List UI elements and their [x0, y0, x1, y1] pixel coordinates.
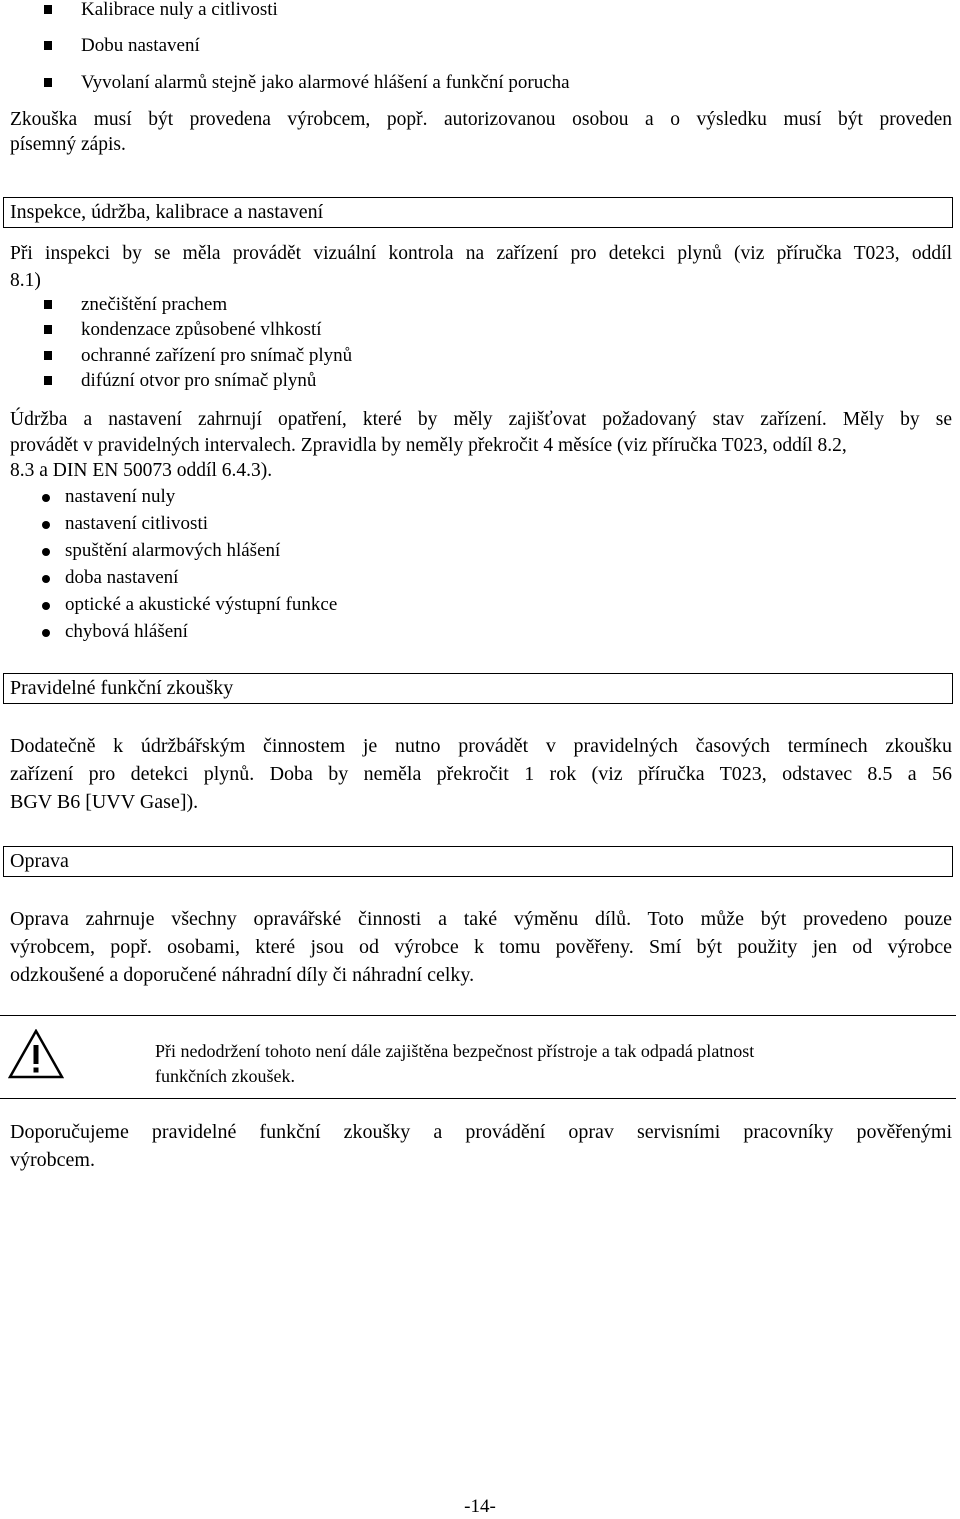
paragraph-line: písemný zápis. [10, 134, 126, 155]
square-bullet-icon [44, 376, 52, 385]
warning-text-line: funkčních zkoušek. [155, 1066, 295, 1086]
paragraph-line: výrobcem. [10, 1149, 95, 1171]
round-bullet-icon [42, 602, 50, 610]
round-bullet-icon [42, 521, 50, 529]
paragraph-line: odzkoušené a doporučené náhradní díly či náhradní celky. [10, 964, 475, 986]
round-bullet-icon [42, 575, 50, 583]
paragraph-line: Dodatečně k údržbářským činnostem je nutno provádět v pravidelných časových termínech zkoušku [10, 735, 952, 757]
square-bullet-icon [44, 351, 52, 360]
paragraph-line: Údržba a nastavení zahrnují opatření, které by měly zajišťovat požadovaný stav zařízení. Měly by se [10, 409, 952, 430]
paragraph-line: 8.1) [10, 270, 41, 291]
warning-triangle-icon [8, 1029, 64, 1079]
paragraph-line: Doporučujeme pravidelné funkční zkoušky a provádění oprav servisními pracovníky pověřenými [10, 1121, 952, 1143]
paragraph-line: BGV B6 [UVV Gase]). [10, 791, 199, 813]
round-bullet-icon [42, 494, 50, 502]
paragraph-line: Při inspekci by se měla provádět vizuální kontrola na zařízení pro detekci plynů (viz příručka T023, oddíl [10, 243, 952, 264]
square-bullet-icon [44, 5, 52, 14]
square-bullet-icon [44, 41, 52, 50]
page-number: -14- [464, 1496, 496, 1517]
paragraph-line: 8.3 a DIN EN 50073 oddíl 6.4.3). [10, 460, 273, 481]
section-heading-inspection: Inspekce, údržba, kalibrace a nastavení [3, 197, 953, 228]
square-bullet-icon [44, 78, 52, 87]
section-heading-repair: Oprava [3, 846, 953, 877]
paragraph-line: provádět v pravidelných intervalech. Zpravidla by neměly překročit 4 měsíce (viz příručka T023, oddíl 8.2, [10, 435, 847, 456]
round-bullet-icon [42, 629, 50, 637]
square-bullet-icon [44, 325, 52, 334]
paragraph-line: zařízení pro detekci plynů. Doba by neměla překročit 1 rok (viz příručka T023, odstavec 8.5 a 56 [10, 763, 952, 785]
paragraph-line: Zkouška musí být provedena výrobcem, popř. autorizovanou osobou a o výsledku musí být proveden [10, 109, 952, 130]
paragraph-line: Oprava zahrnuje všechny opravářské činnosti a také výměnu dílů. Toto může být provedeno pouze [10, 908, 952, 930]
warning-text-line: Při nedodržení tohoto není dále zajištěna bezpečnost přístroje a tak odpadá platnost [155, 1041, 755, 1061]
round-bullet-icon [42, 548, 50, 556]
section-heading-tests: Pravidelné funkční zkoušky [3, 673, 953, 704]
paragraph-line: výrobcem, popř. osobami, které jsou od výrobce k tomu pověřeny. Smí být použity jen od výrobce [10, 936, 952, 958]
square-bullet-icon [44, 300, 52, 309]
